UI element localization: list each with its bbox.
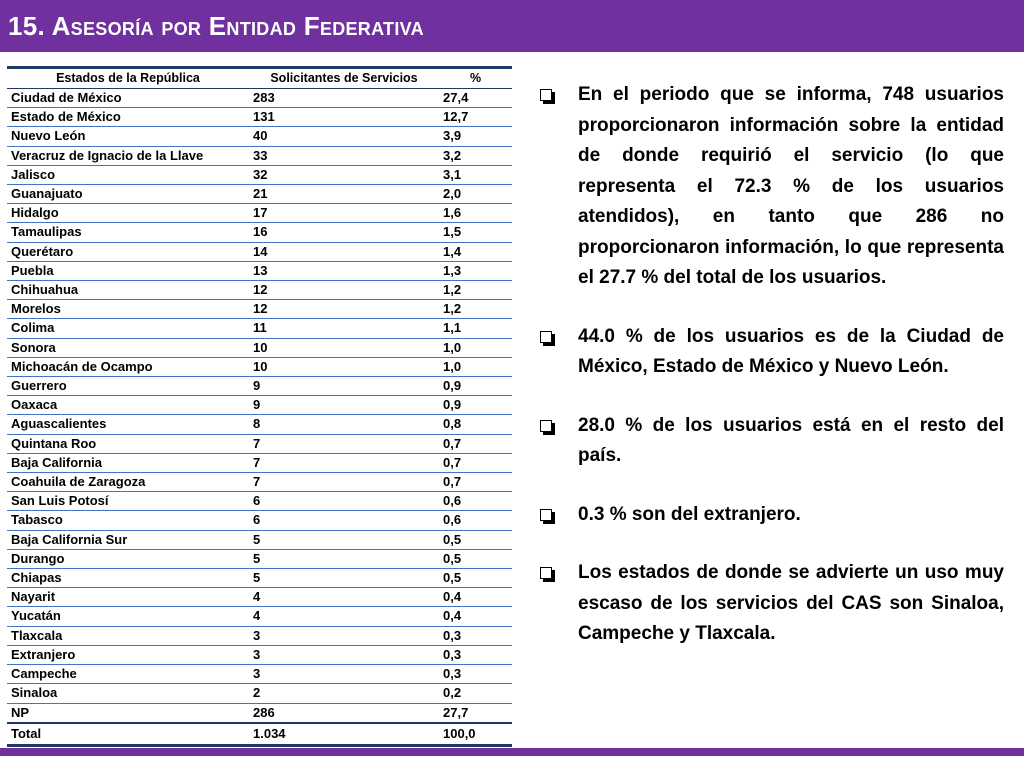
table-row [7,434,512,453]
slide-title: 15. Asesoría por Entidad Federativa [8,11,424,41]
cell-requests: 3 [249,665,439,684]
cell-state: San Luis Potosí [7,492,249,511]
cell-state: Ciudad de México [7,89,249,108]
cell-percent: 0,5 [439,530,512,549]
cell-percent: 0,7 [439,473,512,492]
cell-requests: 11 [249,319,439,338]
cell-requests: 17 [249,204,439,223]
cell-state: Campeche [7,665,249,684]
cell-percent: 1,0 [439,357,512,376]
cell-percent: 2,0 [439,185,512,204]
table-row [7,511,512,530]
cell-percent: 1,0 [439,338,512,357]
cell-state: Chihuahua [7,281,249,300]
cell-requests: 16 [249,223,439,242]
cell-percent: 27,7 [439,703,512,723]
cell-percent: 0,4 [439,588,512,607]
table-row [7,665,512,684]
cell-percent: 0,9 [439,396,512,415]
cell-percent: 0,6 [439,511,512,530]
cell-state: Quintana Roo [7,434,249,453]
cell-state: Puebla [7,261,249,280]
bullet-item [538,411,1004,472]
checkbox-square-icon [540,509,552,521]
cell-percent: 0,3 [439,645,512,664]
cell-state: Baja California Sur [7,530,249,549]
table-row [7,530,512,549]
cell-state: Coahuila de Zaragoza [7,473,249,492]
states-table [7,69,512,744]
cell-requests: 9 [249,396,439,415]
table-row [7,473,512,492]
cell-state: Tamaulipas [7,223,249,242]
table-row [7,89,512,108]
cell-state: Extranjero [7,645,249,664]
footer-bar [0,748,1024,756]
cell-requests: 12 [249,300,439,319]
cell-percent: 3,1 [439,165,512,184]
cell-requests: 21 [249,185,439,204]
cell-requests: 6 [249,511,439,530]
checkbox-square-icon [540,420,552,432]
cell-state: Guerrero [7,377,249,396]
cell-state: Baja California [7,453,249,472]
cell-state: Guanajuato [7,185,249,204]
cell-percent: 1,4 [439,242,512,261]
cell-percent: 3,9 [439,127,512,146]
cell-requests: 9 [249,377,439,396]
cell-state: Oaxaca [7,396,249,415]
table-row [7,242,512,261]
cell-state: Sonora [7,338,249,357]
cell-requests: 12 [249,281,439,300]
table-row [7,127,512,146]
table-row [7,626,512,645]
cell-percent: 1,5 [439,223,512,242]
cell-requests: 283 [249,89,439,108]
table-row [7,319,512,338]
bullet-item [538,558,1004,650]
bullet-text: 28.0 % de los usuarios está en el resto del país. [578,414,1004,466]
cell-requests: 3 [249,645,439,664]
table-row [7,377,512,396]
cell-percent: 100,0 [439,723,512,744]
cell-requests: 131 [249,108,439,127]
cell-state: Morelos [7,300,249,319]
cell-percent: 0,9 [439,377,512,396]
cell-percent: 1,2 [439,281,512,300]
cell-state: Yucatán [7,607,249,626]
cell-state: Total [7,723,249,744]
cell-requests: 10 [249,338,439,357]
table-row [7,453,512,472]
table-row [7,261,512,280]
table-row [7,645,512,664]
bullet-item [538,322,1004,383]
cell-requests: 14 [249,242,439,261]
cell-percent: 0,6 [439,492,512,511]
cell-state: Tabasco [7,511,249,530]
cell-state: Tlaxcala [7,626,249,645]
cell-percent: 1,6 [439,204,512,223]
cell-percent: 0,3 [439,665,512,684]
cell-percent: 0,2 [439,684,512,703]
table-row [7,684,512,703]
states-table-container [7,66,512,747]
cell-state: Sinaloa [7,684,249,703]
checkbox-square-icon [540,331,552,343]
cell-state: Querétaro [7,242,249,261]
header-requests: Solicitantes de Servicios [249,69,439,89]
table-row [7,165,512,184]
header-states: Estados de la República [7,69,249,89]
table-row [7,338,512,357]
bullet-text: Los estados de donde se advierte un uso muy escaso de los servicios del CAS son Sinaloa, Campeche y Tlaxcala. [578,562,1004,644]
cell-requests: 32 [249,165,439,184]
table-total-row [7,723,512,744]
title-bar [0,0,1024,52]
checkbox-square-icon [540,89,552,101]
table-body [7,89,512,744]
cell-state: Nayarit [7,588,249,607]
table-row [7,396,512,415]
cell-percent: 3,2 [439,146,512,165]
table-row [7,492,512,511]
cell-percent: 0,5 [439,549,512,568]
cell-requests: 10 [249,357,439,376]
cell-state: Nuevo León [7,127,249,146]
table-row [7,108,512,127]
cell-percent: 0,4 [439,607,512,626]
bullet-text: 0.3 % son del extranjero. [578,503,801,525]
cell-requests: 6 [249,492,439,511]
cell-state: Estado de México [7,108,249,127]
cell-state: Veracruz de Ignacio de la Llave [7,146,249,165]
cell-state: Hidalgo [7,204,249,223]
cell-requests: 7 [249,473,439,492]
cell-requests: 5 [249,549,439,568]
header-percent: % [439,69,512,89]
cell-percent: 0,7 [439,434,512,453]
cell-requests: 8 [249,415,439,434]
cell-requests: 3 [249,626,439,645]
cell-state: Durango [7,549,249,568]
table-row [7,357,512,376]
table-row [7,569,512,588]
cell-requests: 5 [249,530,439,549]
table-row [7,588,512,607]
cell-state: Chiapas [7,569,249,588]
cell-requests: 4 [249,588,439,607]
table-row [7,300,512,319]
table-row [7,223,512,242]
cell-percent: 0,3 [439,626,512,645]
cell-requests: 13 [249,261,439,280]
table-row [7,607,512,626]
cell-state: Aguascalientes [7,415,249,434]
cell-requests: 286 [249,703,439,723]
cell-percent: 1,3 [439,261,512,280]
cell-percent: 0,7 [439,453,512,472]
cell-percent: 1,1 [439,319,512,338]
table-row [7,146,512,165]
bullet-text: 44.0 % de los usuarios es de la Ciudad de México, Estado de México y Nuevo León. [578,325,1004,377]
table-row [7,204,512,223]
table-header-row [7,69,512,89]
cell-requests: 5 [249,569,439,588]
table-row [7,549,512,568]
cell-state: Jalisco [7,165,249,184]
cell-requests: 1.034 [249,723,439,744]
cell-percent: 1,2 [439,300,512,319]
table-row [7,185,512,204]
bullet-list [538,80,1004,678]
cell-requests: 2 [249,684,439,703]
bullet-item [538,500,1004,531]
cell-percent: 0,8 [439,415,512,434]
cell-requests: 4 [249,607,439,626]
table-row [7,415,512,434]
cell-percent: 0,5 [439,569,512,588]
cell-requests: 7 [249,453,439,472]
checkbox-square-icon [540,567,552,579]
cell-percent: 27,4 [439,89,512,108]
cell-state: Michoacán de Ocampo [7,357,249,376]
cell-percent: 12,7 [439,108,512,127]
cell-state: NP [7,703,249,723]
cell-state: Colima [7,319,249,338]
bullet-item [538,80,1004,294]
table-row [7,703,512,723]
table-row [7,281,512,300]
cell-requests: 33 [249,146,439,165]
bullet-text: En el periodo que se informa, 748 usuarios proporcionaron información sobre la entidad de donde requirió el servicio (lo que representa el 72.3 % de los usuarios atendidos), en tanto que 286 no proporcionaron información, lo que representa el 27.7 % del total de los usuarios. [578,84,1004,288]
cell-requests: 7 [249,434,439,453]
cell-requests: 40 [249,127,439,146]
